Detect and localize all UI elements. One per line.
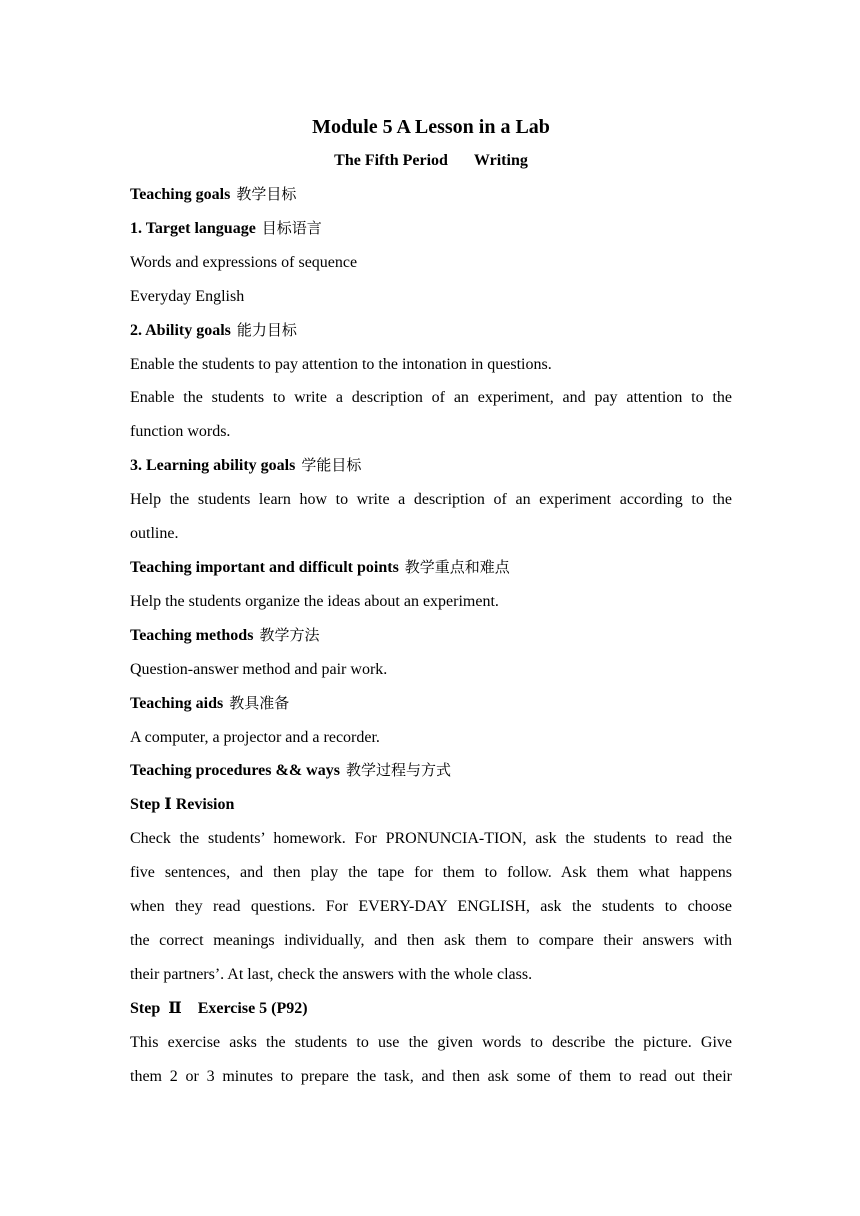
- period-topic: Writing: [473, 152, 528, 169]
- period-label: The Fifth Period: [334, 152, 448, 169]
- text-line: Help the students organize the ideas about an experiment.: [130, 592, 499, 610]
- text-line: Words and expressions of sequence: [130, 253, 358, 271]
- text-line: Enable the students to pay attention to the intonation in questions.: [130, 355, 552, 373]
- text-line: Help the students learn how to write a description of an experiment according to the: [130, 491, 732, 509]
- text-line: Enable the students to write a description of an experiment, and pay attention to the: [130, 389, 732, 407]
- text-line: their partners’. At last, check the answers with the whole class.: [130, 965, 533, 983]
- heading-teaching-procedures: Teaching procedures && ways 教学过程与方式: [130, 761, 451, 780]
- heading-ability-goals: 2. Ability goals 能力目标: [130, 320, 297, 339]
- text-line: function words.: [130, 423, 231, 441]
- text-line: Question-answer method and pair work.: [130, 660, 388, 678]
- heading-teaching-goals: Teaching goals 教学目标: [130, 185, 297, 203]
- document-subtitle: [130, 144, 732, 178]
- heading-teaching-aids: Teaching aids 教具准备: [130, 693, 290, 712]
- text-line: This exercise asks the students to use the given words to describe the picture. Give: [130, 1033, 732, 1051]
- heading-target-language: 1. Target language 目标语言: [130, 218, 322, 237]
- text-line: A computer, a projector and a recorder.: [130, 728, 380, 746]
- heading-important-points: Teaching important and difficult points 教学重点和难点: [130, 557, 510, 576]
- heading-teaching-methods: Teaching methods 教学方法: [130, 625, 320, 644]
- text-line: Everyday English: [130, 287, 245, 305]
- text-line: five sentences, and then play the tape for them to follow. Ask them what happens: [130, 864, 732, 882]
- text-line: when they read questions. For EVERY-DAY ENGLISH, ask the students to choose: [130, 898, 732, 916]
- text-line: them 2 or 3 minutes to prepare the task, and then ask some of them to read out their: [130, 1067, 732, 1085]
- document-page: [130, 110, 732, 1093]
- document-title: Module 5 A Lesson in a Lab: [312, 116, 550, 138]
- heading-step-2: Step Ⅱ Exercise 5 (P92): [130, 999, 308, 1017]
- text-line: outline.: [130, 525, 179, 543]
- heading-step-1: Step Ⅰ Revision: [130, 796, 235, 814]
- text-line: the correct meanings individually, and then ask them to compare their answers with: [130, 931, 732, 949]
- heading-learning-goals: 3. Learning ability goals 学能目标: [130, 456, 362, 475]
- text-line: Check the students’ homework. For PRONUNCIA-TION, ask the students to read the: [130, 830, 732, 848]
